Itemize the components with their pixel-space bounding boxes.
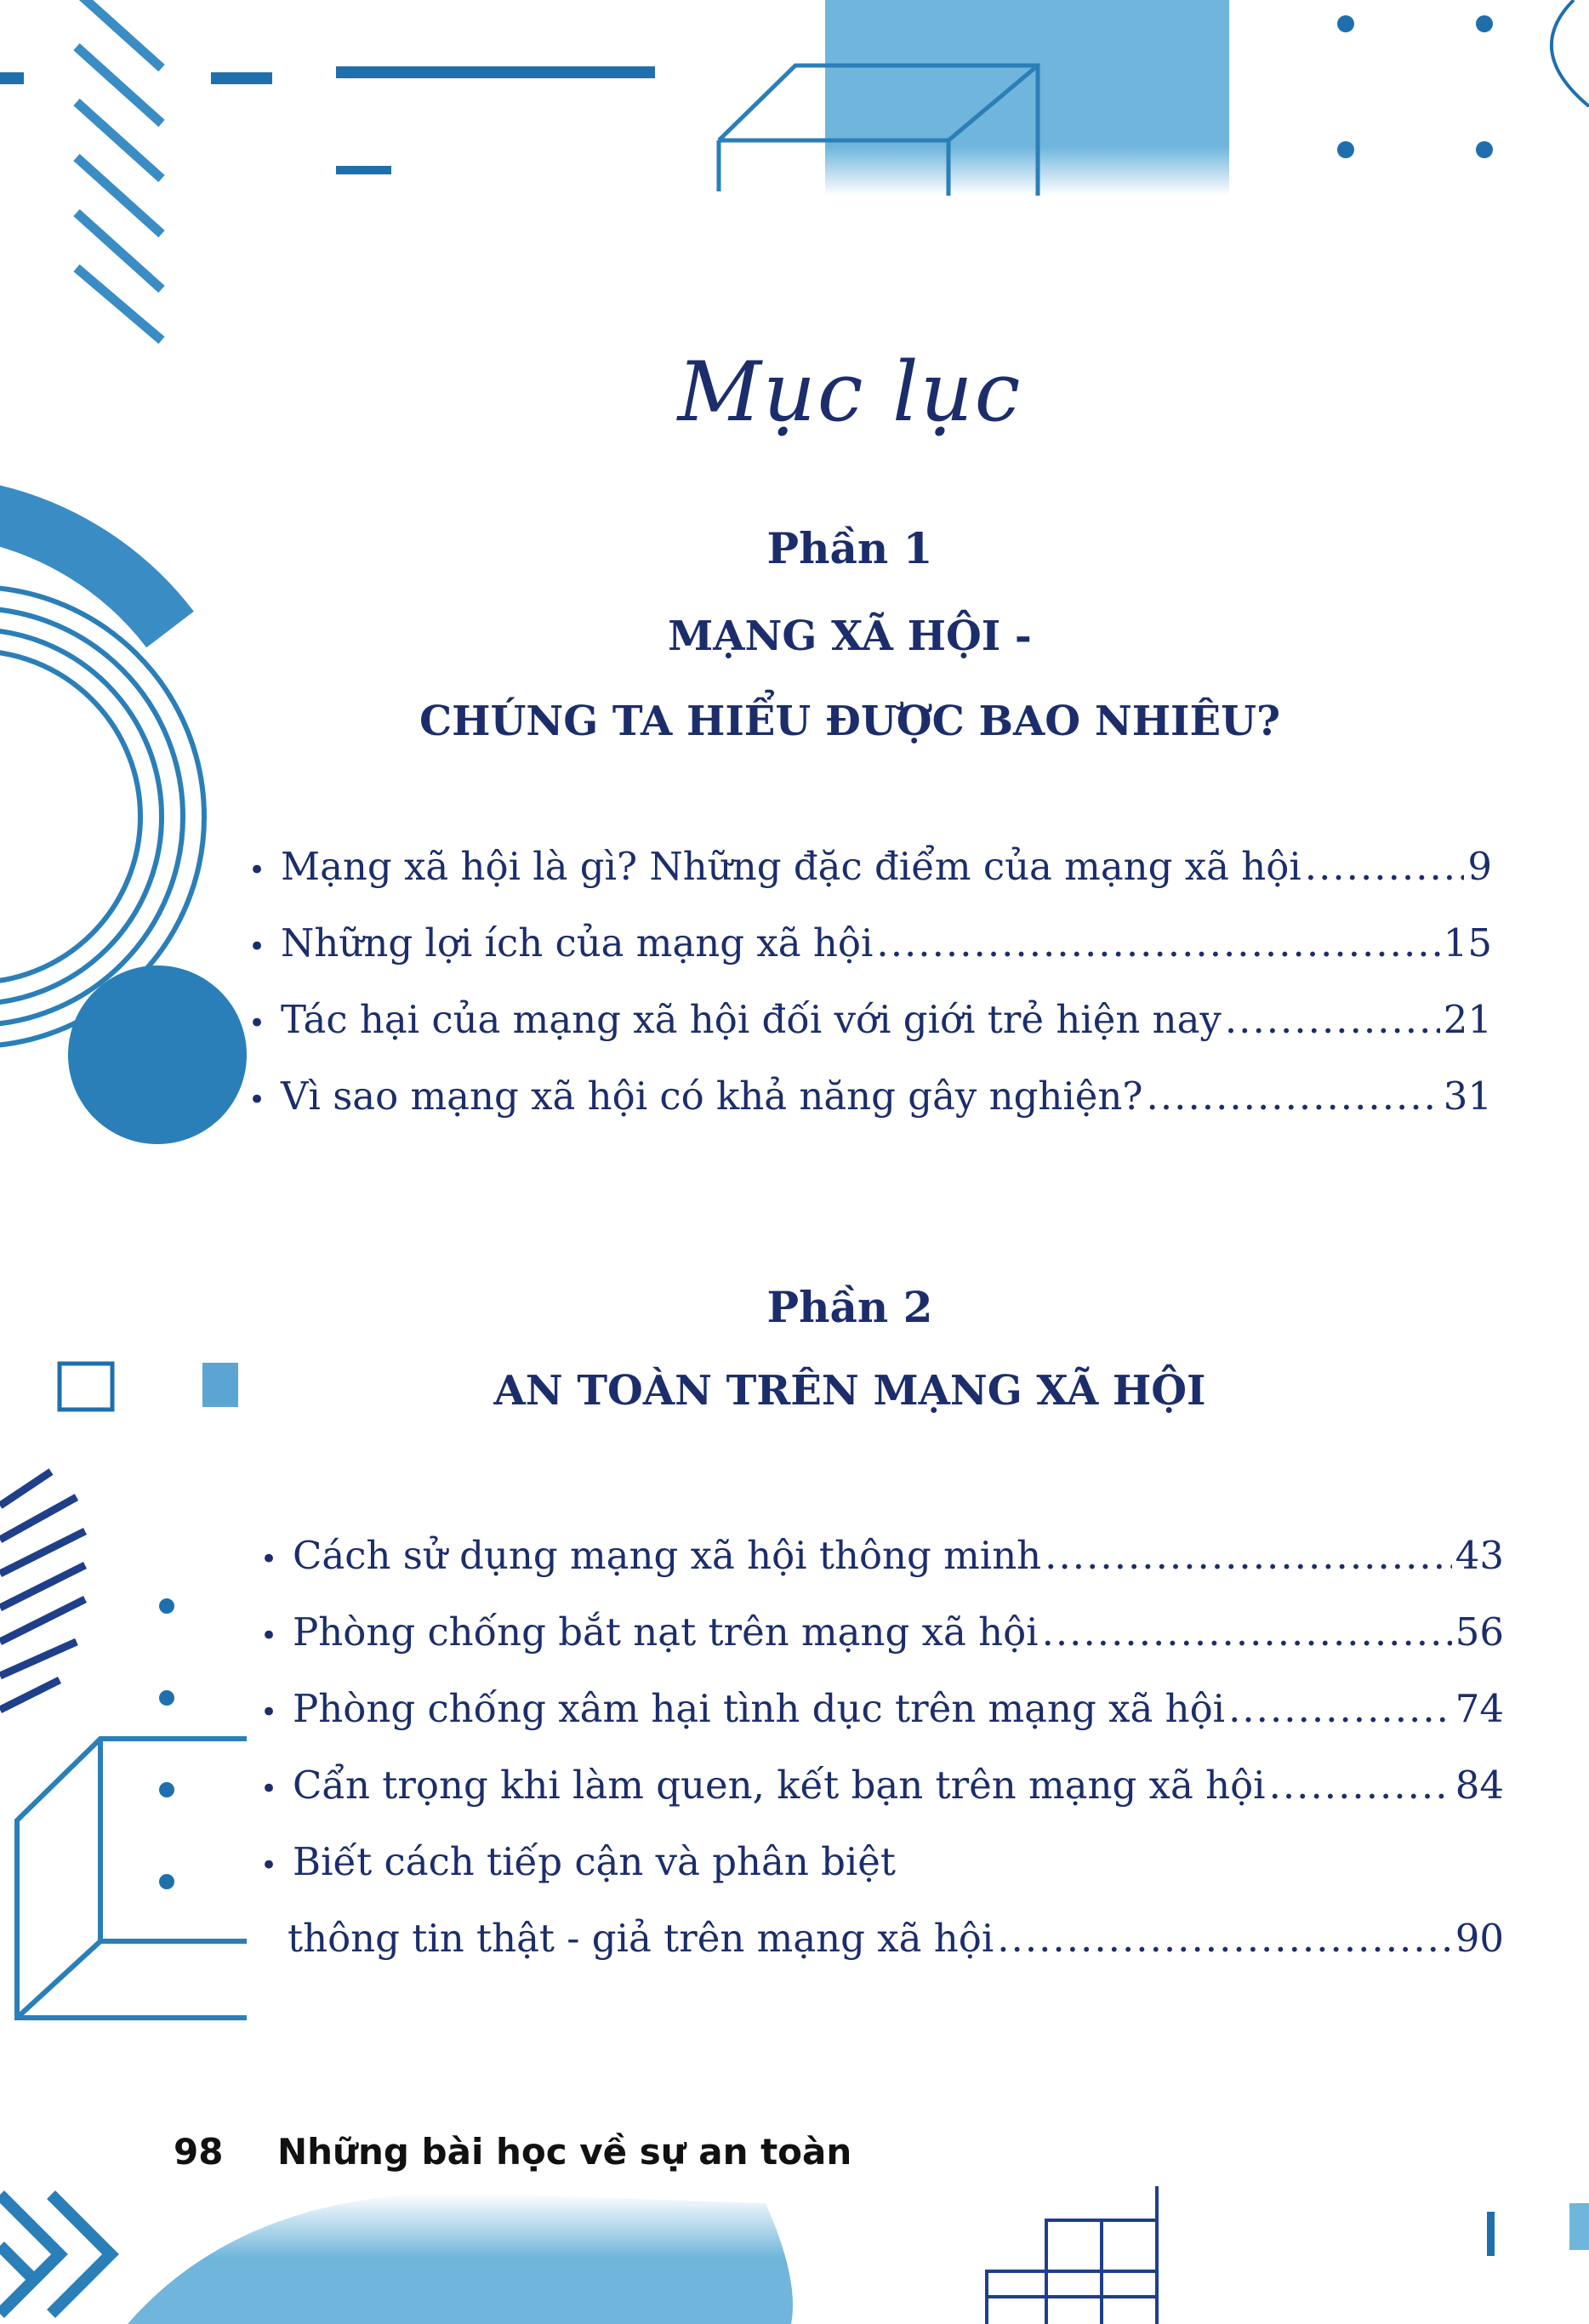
dot-leader <box>1225 997 1440 1042</box>
bullet-icon: • <box>260 1848 278 1883</box>
part2-label: Phần 2 <box>766 1282 933 1332</box>
dot-leader <box>1147 1074 1440 1119</box>
bullet-icon: • <box>260 1695 278 1729</box>
footer-page-number: 98 <box>174 2131 224 2173</box>
bullet-icon: • <box>248 853 266 887</box>
entry-page: 9 <box>1467 844 1492 889</box>
bullet-icon: • <box>260 1772 278 1806</box>
entry-title: Biết cách tiếp cận và phân biệt <box>293 1839 897 1884</box>
entry-page: 56 <box>1455 1609 1504 1655</box>
entry-page: 74 <box>1455 1686 1504 1731</box>
entry-title: Cách sử dụng mạng xã hội thông minh <box>293 1533 1042 1578</box>
entry-title: Tác hại của mạng xã hội đối với giới trẻ hiện nay <box>281 997 1222 1042</box>
bullet-icon: • <box>248 930 266 964</box>
part1-label: Phần 1 <box>766 523 933 573</box>
toc-entry[interactable] <box>260 1763 1504 1839</box>
dot-leader <box>1042 1609 1452 1655</box>
dot-leader <box>997 1916 1452 1961</box>
part1-list <box>248 844 1492 1150</box>
bullet-icon: • <box>260 1542 278 1576</box>
entry-page: 43 <box>1455 1533 1504 1578</box>
bullet-icon: • <box>248 1083 266 1117</box>
bullet-icon: • <box>248 1006 266 1040</box>
entry-page: 15 <box>1443 920 1492 965</box>
bullet-icon: • <box>260 1619 278 1653</box>
entry-title: Phòng chống xâm hại tình dục trên mạng xã hội <box>293 1686 1226 1731</box>
entry-title: Phòng chống bắt nạt trên mạng xã hội <box>293 1609 1039 1655</box>
entry-page: 84 <box>1455 1763 1504 1808</box>
entry-page: 31 <box>1443 1074 1492 1119</box>
toc-title: Mục lục <box>677 345 1022 440</box>
toc-entry[interactable] <box>248 844 1492 920</box>
entry-page: 90 <box>1455 1916 1504 1961</box>
dot-leader <box>1269 1763 1452 1808</box>
part2-list <box>260 1533 1504 1992</box>
entry-title: Vì sao mạng xã hội có khả năng gây nghiện? <box>281 1074 1143 1119</box>
toc-entry[interactable] <box>260 1609 1504 1686</box>
toc-entry[interactable] <box>248 997 1492 1074</box>
entry-title: Cẩn trọng khi làm quen, kết bạn trên mạng xã hội <box>293 1763 1266 1808</box>
dot-leader <box>1228 1686 1452 1731</box>
footer-book-title: Những bài học về sự an toàn <box>277 2131 852 2173</box>
toc-entry[interactable] <box>260 1533 1504 1609</box>
toc-entry[interactable] <box>248 1074 1492 1150</box>
dot-leader <box>876 920 1439 965</box>
toc-entry[interactable] <box>260 1839 1504 1992</box>
entry-title: Mạng xã hội là gì? Những đặc điểm của mạng xã hội <box>281 844 1301 889</box>
dot-leader <box>1305 844 1465 889</box>
part1-heading-line1: MẠNG XÃ HỘI - <box>668 612 1032 660</box>
entry-page: 21 <box>1443 997 1492 1042</box>
toc-entry[interactable] <box>248 920 1492 997</box>
part2-heading: AN TOÀN TRÊN MẠNG XÃ HỘI <box>493 1367 1206 1415</box>
dot-leader <box>1045 1533 1452 1578</box>
entry-title-line2: thông tin thật - giả trên mạng xã hội <box>288 1916 994 1961</box>
entry-title: Những lợi ích của mạng xã hội <box>281 920 874 965</box>
part1-heading-line2: CHÚNG TA HIỂU ĐƯỢC BAO NHIÊU? <box>419 698 1281 745</box>
toc-entry[interactable] <box>260 1686 1504 1763</box>
